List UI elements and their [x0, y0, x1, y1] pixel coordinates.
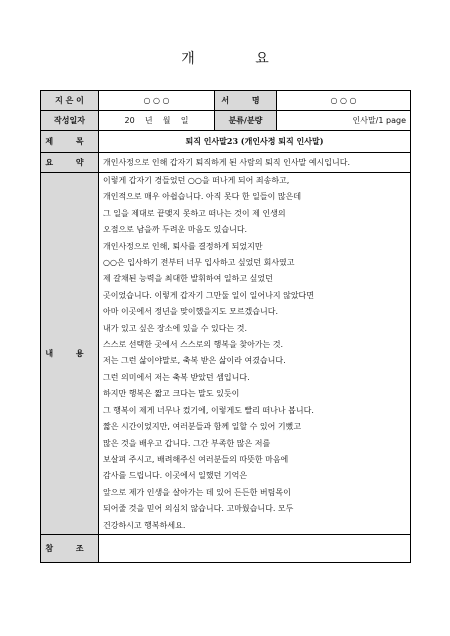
content-line: 내가 있고 싶은 장소에 있을 수 있다는 것.: [103, 323, 247, 333]
author-row: [41, 91, 411, 111]
summary-label: 요 약: [41, 153, 99, 173]
content-line: 그런 의미에서 저는 축복 받았던 셈입니다.: [103, 372, 250, 382]
document-summary-table: [40, 90, 411, 563]
category-value: 인사말/1 page: [277, 111, 411, 131]
reference-row: [41, 534, 411, 562]
author-value: ○ ○ ○: [99, 91, 215, 111]
content-line: 이렇게 갑자기 경들었던 ○○을 떠나게 되어 죄송하고,: [103, 176, 290, 185]
subject-value: 퇴직 인사말23 (개인사정 퇴직 인사말): [99, 131, 411, 153]
content-line: 제 갈채된 능력을 최대한 발휘하여 일하고 싶었던: [103, 274, 273, 284]
reference-label: 참 조: [41, 534, 99, 562]
content-line: 되어줄 것을 믿어 의심치 않습니다. 고마웠습니다. 모두: [103, 504, 294, 514]
signature-value: ○ ○ ○: [277, 91, 411, 111]
content-line: 그 행복이 제게 너무나 컸기에, 이렇게도 빨리 떠나나 봅니다.: [103, 405, 314, 415]
date-value: 20 년 월 일: [99, 111, 215, 131]
content-line: 저는 그런 삶이야말로, 축복 받은 삶이라 여겼습니다.: [103, 356, 286, 366]
content-line: 짧은 시간이었지만, 여러분들과 함께 일할 수 있어 기뻤고: [103, 422, 302, 432]
content-line: 하지만 행복은 짧고 크다는 말도 있듯이: [103, 389, 240, 399]
signature-label: 서 명: [215, 91, 277, 111]
summary-value: 개인사정으로 인해 갑자기 퇴직하게 된 사람의 퇴직 인사말 예시입니다.: [99, 153, 411, 173]
date-label: 작성일자: [41, 111, 99, 131]
content-line: 곳이었습니다. 이렇게 갑자기 그만둘 일이 일어나지 않았다면: [103, 290, 314, 300]
content-line: 그 일을 제대로 끝맺지 못하고 떠나는 것이 제 인생의: [103, 208, 286, 218]
subject-label: 제 목: [41, 131, 99, 153]
reference-value: [99, 534, 411, 562]
content-line: 많은 것을 배우고 갑니다. 그간 부족한 많은 저를: [103, 438, 271, 448]
content-body: [99, 173, 411, 535]
content-line: 개인사정으로 인해, 퇴사를 결정하게 되었지만: [103, 241, 263, 251]
content-line: ○○은 입사하기 전부터 너무 입사하고 싶었던 회사였고: [103, 258, 295, 268]
content-line: 오점으로 남을까 두려운 마음도 있습니다.: [103, 225, 248, 235]
content-line: 아마 이곳에서 정년을 맞이했을지도 모르겠습니다.: [103, 307, 279, 317]
author-label: 지 은 이: [41, 91, 99, 111]
subject-row: [41, 131, 411, 153]
page-title: 개 요: [181, 51, 297, 67]
content-line: 감사를 드립니다. 이곳에서 일했던 기억은: [103, 471, 248, 481]
content-row: [41, 173, 411, 535]
content-line: 건강하시고 행복하세요.: [103, 520, 186, 530]
content-label: 내 용: [41, 173, 99, 535]
content-line: 스스로 선택한 곳에서 스스로의 행복을 찾아가는 것.: [103, 340, 284, 350]
date-row: [41, 111, 411, 131]
content-line: 개인적으로 매우 아쉽습니다. 아직 못다 한 일들이 많은데: [103, 192, 302, 202]
category-label: 분류/분량: [215, 111, 277, 131]
content-line: 앞으로 제가 인생을 살아가는 데 있어 든든한 버팀목이: [103, 487, 291, 497]
summary-row: [41, 153, 411, 173]
content-line: 보살펴 주시고, 배려해주신 여러분들의 따뜻한 마음에: [103, 454, 289, 464]
